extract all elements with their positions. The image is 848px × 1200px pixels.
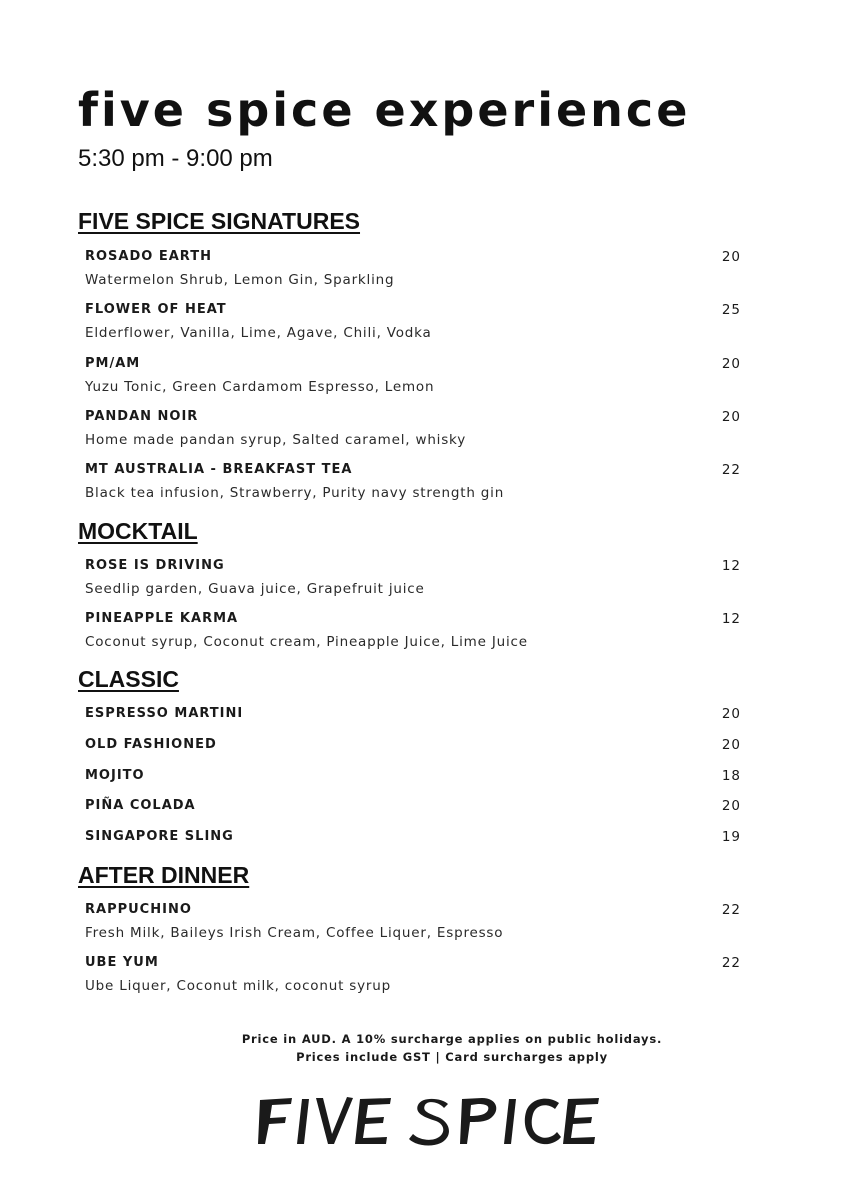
item-description: Seedlip garden, Guava juice, Grapefruit juice bbox=[85, 581, 425, 597]
section-heading-after-dinner: AFTER DINNER bbox=[78, 862, 250, 888]
menu-item bbox=[85, 355, 741, 396]
item-price: 22 bbox=[721, 955, 741, 971]
menu-item bbox=[85, 557, 741, 598]
item-name: UBE YUM bbox=[85, 955, 159, 970]
item-price: 22 bbox=[721, 462, 741, 478]
menu-item bbox=[85, 954, 741, 995]
service-hours: 5:30 pm - 9:00 pm bbox=[78, 145, 273, 172]
item-price: 22 bbox=[721, 902, 741, 918]
item-description: Yuzu Tonic, Green Cardamom Espresso, Lemon bbox=[85, 379, 435, 395]
item-price: 20 bbox=[721, 249, 741, 265]
price-note-line-1: Price in AUD. A 10% surcharge applies on public holidays. bbox=[241, 1032, 663, 1046]
item-name: OLD FASHIONED bbox=[85, 737, 217, 752]
item-description: Ube Liquer, Coconut milk, coconut syrup bbox=[85, 978, 391, 994]
page-title: five spice experience bbox=[78, 83, 691, 137]
item-price: 20 bbox=[721, 706, 741, 722]
menu-item bbox=[85, 248, 741, 289]
item-name: PANDAN NOIR bbox=[85, 409, 199, 424]
item-description: Fresh Milk, Baileys Irish Cream, Coffee Liquer, Espresso bbox=[85, 925, 504, 941]
item-description: Elderflower, Vanilla, Lime, Agave, Chili, Vodka bbox=[85, 325, 432, 341]
item-name: ESPRESSO MARTINI bbox=[85, 706, 244, 721]
item-name: ROSE IS DRIVING bbox=[85, 558, 225, 573]
section-heading-mocktail: MOCKTAIL bbox=[78, 518, 198, 544]
menu-item bbox=[85, 705, 741, 723]
price-notes bbox=[0, 1030, 848, 1066]
menu-item bbox=[85, 461, 741, 502]
item-price: 25 bbox=[721, 302, 741, 318]
menu-item bbox=[85, 301, 741, 342]
item-name: ROSADO EARTH bbox=[85, 249, 212, 264]
item-description: Watermelon Shrub, Lemon Gin, Sparkling bbox=[85, 272, 395, 288]
section-heading-signatures: FIVE SPICE SIGNATURES bbox=[78, 208, 361, 234]
menu-item bbox=[85, 408, 741, 449]
item-price: 12 bbox=[721, 611, 741, 627]
item-description: Home made pandan syrup, Salted caramel, whisky bbox=[85, 432, 466, 448]
item-name: FLOWER OF HEAT bbox=[85, 302, 227, 317]
item-name: SINGAPORE SLING bbox=[85, 829, 234, 844]
menu-item bbox=[85, 610, 741, 651]
item-price: 20 bbox=[721, 798, 741, 814]
item-price: 12 bbox=[721, 558, 741, 574]
item-name: RAPPUCHINO bbox=[85, 902, 192, 917]
item-price: 20 bbox=[721, 409, 741, 425]
item-name: PM/AM bbox=[85, 356, 141, 371]
item-name: MOJITO bbox=[85, 768, 145, 783]
item-price: 20 bbox=[721, 737, 741, 753]
item-price: 18 bbox=[721, 768, 741, 784]
item-name: PINEAPPLE KARMA bbox=[85, 611, 239, 626]
menu-item bbox=[85, 901, 741, 942]
item-name: PIÑA COLADA bbox=[85, 798, 196, 813]
price-note-line-2: Prices include GST | Card surcharges apply bbox=[296, 1050, 608, 1064]
menu-item bbox=[85, 828, 741, 846]
item-description: Black tea infusion, Strawberry, Purity navy strength gin bbox=[85, 485, 505, 501]
section-heading-classic: CLASSIC bbox=[78, 666, 179, 692]
menu-item bbox=[85, 736, 741, 754]
menu-item bbox=[85, 797, 741, 815]
item-description: Coconut syrup, Coconut cream, Pineapple Juice, Lime Juice bbox=[85, 634, 528, 650]
item-name: MT AUSTRALIA - BREAKFAST TEA bbox=[85, 462, 353, 477]
item-price: 19 bbox=[721, 829, 741, 845]
menu-item bbox=[85, 767, 741, 785]
item-price: 20 bbox=[721, 356, 741, 372]
five-spice-logo bbox=[252, 1090, 602, 1150]
